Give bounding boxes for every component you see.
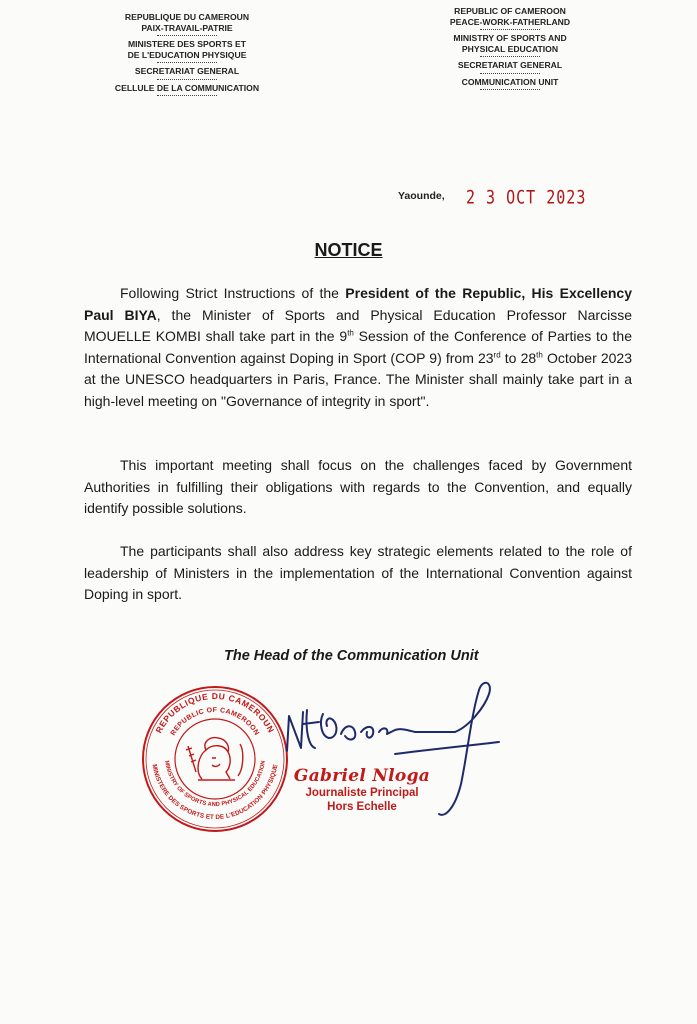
seal-outer-bottom-text: MINISTERE DES SPORTS ET DE L'EDUCATION PHYSIQUE [150, 763, 280, 822]
signer-name: Gabriel Nloga [293, 766, 431, 786]
header-motto: PEACE-WORK-FATHERLAND [449, 16, 571, 27]
paragraph-1-text: to 28 [500, 349, 537, 366]
header-separator [157, 62, 217, 63]
signoff-title: The Head of the Communication Unit [224, 648, 479, 664]
signer-block [287, 766, 437, 814]
superscript: th [347, 328, 354, 338]
paragraph-2 [84, 455, 632, 520]
notice-title: NOTICE [314, 240, 383, 260]
header-right-english [410, 6, 610, 93]
superscript: th [536, 349, 543, 359]
paragraph-1 [84, 283, 632, 412]
svg-text:MINISTRY OF SPORTS AND PHYSICA [163, 760, 267, 808]
header-secretariat: SECRETARIAT GENERAL [457, 60, 563, 70]
seal-inner-top-text: REPUBLIC OF CAMEROON [169, 706, 261, 737]
header-separator [480, 29, 540, 30]
header-left-french [92, 12, 282, 99]
date-stamp: 2 3 OCT 2023 [466, 186, 587, 209]
seal-outer-top-text: REPUBLIQUE DU CAMEROUN [153, 690, 277, 735]
header-country: REPUBLIC OF CAMEROON [454, 6, 566, 16]
header-ministry-line-1: MINISTRY OF SPORTS AND [453, 33, 567, 43]
svg-text:REPUBLIC OF CAMEROON [170, 707, 260, 737]
header-separator [157, 79, 217, 80]
header-separator [480, 56, 540, 57]
header-unit: CELLULE DE LA COMMUNICATION [114, 82, 260, 93]
paragraph-1-text: October 2023 at the UNESCO headquarters in Paris, France. The Minister shall mainly take part in a high-level meeting on "Governance of integrity in sport". [84, 349, 632, 409]
header-separator [480, 73, 540, 74]
seal-portrait-icon [186, 738, 243, 780]
paragraph-2-text: This important meeting shall focus on the challenges faced by Government Authorities in fulfilling their obligations with regards to the Convention, and equally identify possible solutions. [84, 457, 632, 516]
date-line [398, 186, 598, 210]
header-separator [157, 35, 217, 36]
signer-title-2: Hors Echelle [327, 801, 397, 813]
header-unit: COMMUNICATION UNIT [461, 76, 559, 87]
paragraph-1-bold: President of the Republic, His Excellency Paul BIYA [84, 285, 633, 323]
header-separator [480, 89, 540, 90]
date-place: Yaounde, [398, 190, 445, 202]
header-ministry-line-1: MINISTERE DES SPORTS ET [128, 39, 246, 49]
header-separator [157, 95, 217, 96]
paragraph-1-text: , the Minister of Sports and Physical Education Professor Narcisse MOUELLE KOMBI shall take part in the 9 [84, 306, 632, 344]
paragraph-3 [84, 541, 632, 606]
header-ministry-line-2: PHYSICAL EDUCATION [461, 43, 559, 54]
signer-title-1: Journaliste Principal [305, 787, 419, 799]
paragraph-1-text: Session of the Conference of Parties to the International Convention against Doping in Sport (COP 9) from 23 [84, 328, 633, 366]
header-motto: PAIX-TRAVAIL-PATRIE [141, 22, 233, 33]
header-secretariat: SECRETARIAT GENERAL [134, 66, 240, 76]
seal-inner-bottom-text: MINISTRY OF SPORTS AND PHYSICAL EDUCATION [163, 760, 267, 809]
official-seal [140, 684, 290, 834]
superscript: rd [493, 349, 501, 359]
paragraph-1-text: Following Strict Instructions of the [120, 285, 346, 301]
header-country: REPUBLIQUE DU CAMEROUN [124, 12, 250, 22]
header-ministry-line-2: DE L'EDUCATION PHYSIQUE [127, 49, 247, 60]
paragraph-3-text: The participants shall also address key strategic elements related to the role of leadership of Ministers in the implementation of the International Convention against Doping in sport. [84, 543, 632, 602]
